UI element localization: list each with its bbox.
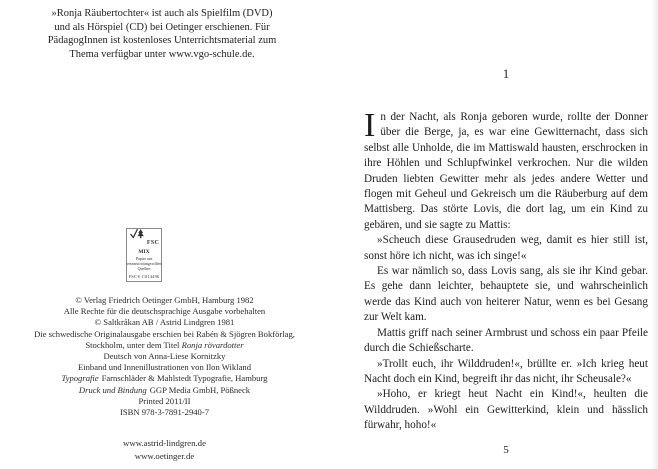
imprint-line-original-title: [0, 340, 329, 351]
page-number: 5: [503, 444, 509, 456]
imprint-line-copyright-original: © Saltkråkan AB / Astrid Lindgren 1981: [94, 317, 235, 328]
drop-cap: I: [364, 107, 376, 144]
imprint-block: [0, 295, 329, 418]
paragraph: »Trollt euch, ihr Wilddruden!«, brüllte er. »Ich krieg heut Nacht doch ein Kind, begreift ihr das nicht, ihr Scheusale?«: [364, 357, 648, 385]
fsc-logo: [129, 231, 159, 246]
imprint-line-druck: [0, 385, 329, 396]
chapter-number: 1: [502, 67, 510, 81]
body-text: [364, 107, 648, 434]
fsc-description: Papier aus verantwortungsvollen Quellen: [126, 256, 162, 271]
edition-note-line: »Ronja Räubertochter« ist auch als Spielfilm (DVD): [51, 8, 273, 19]
original-title: Ronja rövardotter: [181, 339, 244, 350]
druck-label: Druck und Bindung: [78, 384, 147, 395]
edition-note-line: PädagogInnen ist kostenloses Unterrichtsmaterial zum: [47, 35, 277, 46]
fsc-tree-check-icon: [129, 227, 146, 246]
page-edge-shadow: [651, 0, 658, 469]
fsc-brand-text: FSC: [146, 240, 160, 246]
paragraph: [364, 107, 648, 233]
paragraph: Es war nämlich so, dass Lovis sang, als sie ihr Kind gebar. Es gehe dann leichter, behauptete sie, und wahrscheinlich werde das Kind auch von heiterer Natur, wenn es bei Gesang zur Welt kam.: [364, 265, 648, 324]
edition-note-line: und als Hörspiel (CD) bei Oetinger erschienen. Für: [54, 21, 270, 33]
fsc-label: [126, 228, 162, 282]
imprint-line-original-edition: Die schwedische Originalausgabe erschien bei Rabén & Sjögren Bokförlag,: [34, 328, 295, 339]
imprint-line-isbn: ISBN 978-3-7891-2940-7: [119, 407, 210, 418]
website-astrid-lindgren: www.astrid-lindgren.de: [123, 438, 206, 448]
original-title-prefix: Stockholm, unter dem Titel: [85, 339, 182, 350]
paragraph: »Scheuch diese Grausedruden weg, damit es hier still ist, sonst höre ich nicht, was ich singe!«: [364, 234, 648, 262]
imprint-line-translation: Deutsch von Anna-Liese Kornitzky: [103, 351, 226, 362]
imprint-line-illustrations: Einband und Innenillustrationen von Ilon Wikland: [77, 362, 251, 373]
edition-note-line: Thema verfügbar unter www.vgo-schule.de.: [69, 48, 255, 60]
imprint-line-rights: Alle Rechte für die deutschsprachige Ausgabe vorbehalten: [63, 306, 266, 317]
typografie-value: Farnschläder & Mahlstedt Typografie, Hamburg: [101, 373, 268, 384]
druck-value: GGP Media GmbH, Pößneck: [149, 384, 251, 395]
website-oetinger: www.oetinger.de: [134, 451, 195, 461]
websites-block: [0, 437, 329, 463]
fsc-mix-text: MIX: [138, 248, 150, 255]
imprint-line-typografie: [0, 373, 329, 384]
paragraph-text: n der Nacht, als Ronja geboren wurde, rollte der Donner über die Berge, ja, es war eine Gewitternacht, dass sich selbst alle Unholde, die im Mattiswald hausten, erschrocken in ihre Höhlen und Schlupfwinkel verkrochen. Nur die wilden Druden liebten Gewitter mehr als jedes andere Wetter und flogen mit Geheul und Gekreisch um die Räuberburg auf dem Mattisberg. Das störte Lovis, die dort lag, um ein Kind zu gebären, und sie sagte zu Mattis:: [364, 111, 648, 231]
edition-note: [17, 7, 307, 61]
paragraph: »Hoho, er kriegt heut Nacht ein Kind!«, heulten die Wilddruden. »Wohl ein Gewitterkind, klein und hässlich fürwahr, hoho!«: [364, 388, 648, 432]
imprint-line-copyright-german: © Verlag Friedrich Oetinger GmbH, Hamburg 1982: [75, 295, 254, 305]
typografie-label: Typografie: [61, 373, 99, 384]
paragraph: Mattis griff nach seiner Armbrust und schoss ein paar Pfeile durch die Schießscharte.: [364, 326, 648, 355]
imprint-line-printed: Printed 2011/II: [138, 395, 191, 406]
fsc-license-code: FSC® C014496: [128, 273, 160, 279]
chapter-page: [329, 0, 658, 469]
